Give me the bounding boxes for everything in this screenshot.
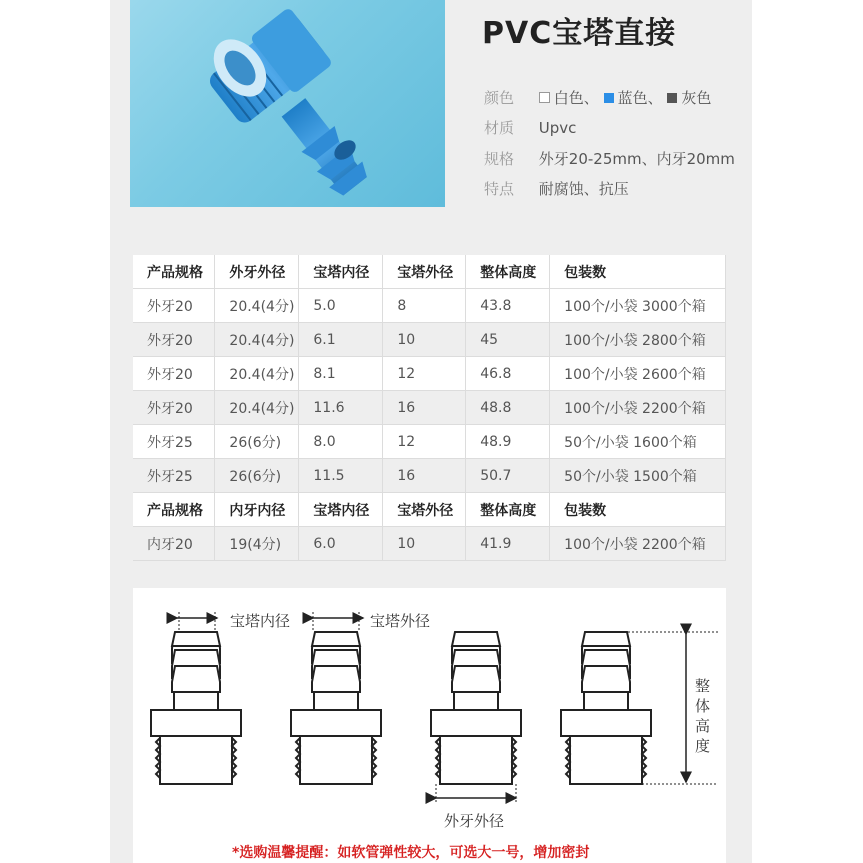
purchase-tip-note: *选购温馨提醒：如软管弹性较大，可选大一号，增加密封 (232, 845, 590, 861)
spec-feature-value: 耐腐蚀、抗压 (538, 180, 629, 198)
spec-material-key: 材质 (484, 119, 515, 137)
table-cell: 43.8 (466, 289, 550, 323)
table-cell: 10 (383, 323, 466, 357)
table-header-cell: 外牙外径 (215, 255, 299, 289)
table-header-cell: 宝塔外径 (383, 255, 466, 289)
table-cell: 46.8 (466, 357, 550, 391)
label-inner-diameter: 宝塔内径 (230, 612, 291, 630)
table-cell: 外牙20 (133, 289, 215, 323)
table-header-cell: 整体高度 (466, 493, 550, 527)
white-swatch-icon (539, 92, 550, 103)
spec-feature (484, 178, 629, 199)
fitting-drawing-4 (561, 632, 651, 784)
label-height-char: 体 (695, 697, 711, 715)
spec-size-key: 规格 (484, 150, 515, 168)
table-cell: 100个/小袋 3000个箱 (550, 289, 726, 323)
table-header-cell: 包装数 (550, 493, 726, 527)
table-row (133, 289, 726, 323)
table-header-row-2 (133, 493, 726, 527)
table-cell: 12 (383, 425, 466, 459)
table-cell: 100个/小袋 2600个箱 (550, 357, 726, 391)
product-title: PVC宝塔直接 (482, 16, 677, 51)
spec-color-gray: 灰色 (681, 89, 712, 107)
table-cell: 外牙25 (133, 459, 215, 493)
table-header-cell: 产品规格 (133, 493, 215, 527)
label-height-char: 高 (695, 717, 711, 735)
table-cell: 50.7 (466, 459, 550, 493)
fitting-drawing-1 (151, 632, 241, 784)
table-cell: 100个/小袋 2200个箱 (550, 391, 726, 425)
table-cell: 26(6分) (215, 425, 299, 459)
table-cell: 8.0 (299, 425, 383, 459)
table-header-cell: 整体高度 (466, 255, 550, 289)
table-cell: 16 (383, 459, 466, 493)
table-row (133, 323, 726, 357)
label-height-char: 整 (695, 677, 711, 695)
label-thread-diameter: 外牙外径 (444, 812, 505, 830)
pvc-fitting-image (130, 0, 445, 207)
table-cell: 41.9 (466, 527, 550, 561)
spec-feature-key: 特点 (484, 180, 515, 198)
table-cell: 100个/小袋 2800个箱 (550, 323, 726, 357)
table-header-cell: 宝塔内径 (299, 493, 383, 527)
spec-table (133, 255, 726, 561)
spec-material-value: Upvc (538, 119, 577, 137)
label-height (695, 676, 711, 756)
spec-size (484, 148, 735, 169)
table-cell: 外牙20 (133, 357, 215, 391)
table-cell: 48.9 (466, 425, 550, 459)
table-header-cell: 宝塔外径 (383, 493, 466, 527)
table-header-cell: 内牙内径 (215, 493, 299, 527)
table-cell: 8 (383, 289, 466, 323)
table-cell: 8.1 (299, 357, 383, 391)
table-cell: 11.6 (299, 391, 383, 425)
spec-color-blue: 蓝色、 (617, 89, 663, 107)
table-row (133, 391, 726, 425)
table-cell: 100个/小袋 2200个箱 (550, 527, 726, 561)
spec-color-white: 白色、 (553, 89, 599, 107)
table-cell: 11.5 (299, 459, 383, 493)
table-header-row (133, 255, 726, 289)
product-photo (130, 0, 445, 207)
table-header-cell: 产品规格 (133, 255, 215, 289)
fitting-drawing-2 (291, 632, 381, 784)
label-height-char: 度 (695, 737, 711, 755)
table-row (133, 527, 726, 561)
table-cell: 20.4(4分) (215, 391, 299, 425)
spec-color (484, 87, 711, 108)
table-cell: 48.8 (466, 391, 550, 425)
gray-swatch-icon (667, 93, 677, 103)
label-outer-diameter: 宝塔外径 (370, 612, 431, 630)
table-cell: 16 (383, 391, 466, 425)
table-cell: 外牙25 (133, 425, 215, 459)
table-cell: 10 (383, 527, 466, 561)
spec-color-key: 颜色 (484, 89, 515, 107)
table-cell: 45 (466, 323, 550, 357)
fitting-drawing-3 (431, 632, 521, 784)
table-cell: 20.4(4分) (215, 323, 299, 357)
table-row (133, 357, 726, 391)
table-header-cell: 包装数 (550, 255, 726, 289)
table-cell: 5.0 (299, 289, 383, 323)
blue-swatch-icon (604, 93, 614, 103)
table-cell: 12 (383, 357, 466, 391)
table-cell: 19(4分) (215, 527, 299, 561)
spec-size-value: 外牙20-25mm、内牙20mm (538, 150, 735, 168)
table-cell: 26(6分) (215, 459, 299, 493)
table-cell: 6.0 (299, 527, 383, 561)
table-cell: 50个/小袋 1600个箱 (550, 425, 726, 459)
dimension-diagram (133, 588, 726, 863)
table-row (133, 425, 726, 459)
table-cell: 20.4(4分) (215, 289, 299, 323)
spec-material (484, 117, 576, 138)
table-cell: 外牙20 (133, 391, 215, 425)
table-cell: 50个/小袋 1500个箱 (550, 459, 726, 493)
table-cell: 外牙20 (133, 323, 215, 357)
table-cell: 20.4(4分) (215, 357, 299, 391)
table-cell: 6.1 (299, 323, 383, 357)
table-header-cell: 宝塔内径 (299, 255, 383, 289)
table-row (133, 459, 726, 493)
table-cell: 内牙20 (133, 527, 215, 561)
